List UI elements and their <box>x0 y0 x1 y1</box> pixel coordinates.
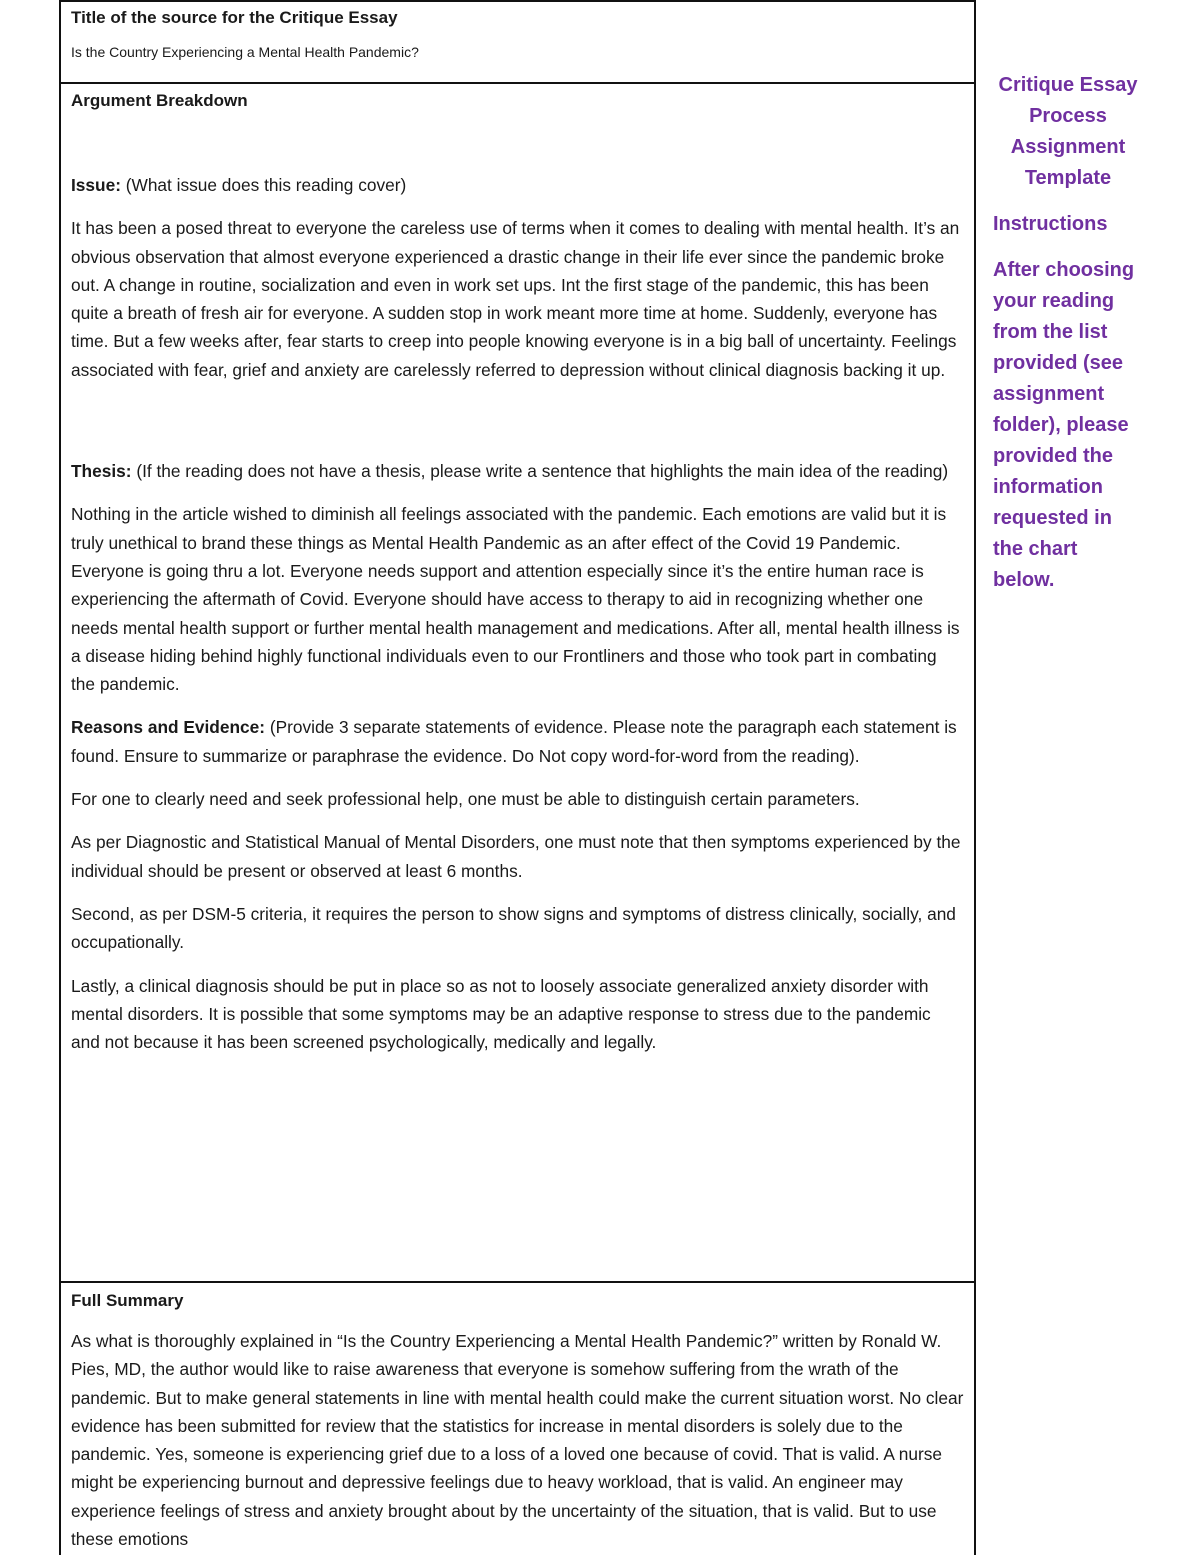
issue-heading <box>71 171 964 199</box>
issue-prompt: (What issue does this reading cover) <box>120 175 407 195</box>
full-summary-header: Full Summary <box>71 1291 184 1310</box>
evidence-paragraph: Lastly, a clinical diagnosis should be put in place so as not to loosely associate generalized anxiety disorder with mental disorders. It is possible that some symptoms may be an adaptive response to stress due to the pandemic and not because it has been screened psychologically, medically and legally. <box>71 975 931 1053</box>
thesis-prompt: (If the reading does not have a thesis, please write a sentence that highlights the main idea of the reading) <box>131 461 949 482</box>
evidence-paragraph: As per Diagnostic and Statistical Manual of Mental Disorders, one must note that then symptoms experienced by the individual should be present or observed at least 6 months. <box>71 832 961 881</box>
critique-template-table <box>59 0 976 1555</box>
evidence-paragraph: For one to clearly need and seek professional help, one must be able to distinguish certain parameters. <box>71 789 860 810</box>
source-title-value: Is the Country Experiencing a Mental Health Pandemic? <box>71 44 419 60</box>
issue-label: Issue: <box>71 175 121 195</box>
argument-breakdown-cell <box>61 84 974 1283</box>
source-title-cell <box>61 0 974 84</box>
full-summary-cell <box>61 1283 974 1555</box>
issue-text: It has been a posed threat to everyone the careless use of terms when it comes to dealing with mental health. It’s an obvious observation that almost everyone experienced a drastic change in their life ever since the pandemic broke out. A change in routine, socialization and even in work set ups. Int the first stage of the pandemic, this has been quite a breath of fresh air for everyone. A sudden stop in work meant more time at home. Suddenly, everyone has time. But a few weeks after, fear starts to creep into people knowing everyone is in a big ball of uncertainty. Feelings associated with fear, grief and anxiety are carelessly referred to depression without clinical diagnosis backing it up. <box>71 218 960 380</box>
thesis-label: Thesis: <box>71 461 132 482</box>
instructions-label: Instructions <box>993 213 1108 235</box>
reasons-heading <box>71 713 964 770</box>
instructions-text: After choosing your reading from the list provided (see assignment folder), please provided the information requested in the chart below. <box>993 259 1135 591</box>
reasons-prompt: (Provide 3 separate statements of evidence. Please note the paragraph each statement is found. Ensure to summarize or paraphrase the evidence. Do Not copy word-for-word from the reading). <box>71 717 957 766</box>
thesis-text: Nothing in the article wished to diminish all feelings associated with the pandemic. Each emotions are valid but it is truly unethical to brand these things as Mental Health Pandemic as an after effect of the Covid 19 Pandemic. Everyone is going thru a lot. Everyone needs support and attention especially since it’s the entire human race is experiencing the aftermath of Covid. Everyone should have access to therapy to aid in recognizing whether one needs mental health support or further mental health management and medications. After all, mental health illness is a disease hiding behind highly functional individuals even to our Frontliners and those who took part in combating the pandemic. <box>71 504 960 695</box>
instructions-sidebar <box>993 70 1143 611</box>
evidence-paragraph: Second, as per DSM-5 criteria, it requires the person to show signs and symptoms of distress clinically, socially, and occupationally. <box>71 903 956 953</box>
argument-breakdown-header: Argument Breakdown <box>71 91 248 110</box>
full-summary-text: As what is thoroughly explained in “Is the Country Experiencing a Mental Health Pandemic?” written by Ronald W. Pies, MD, the author would like to raise awareness that everyone is somehow suffering from the wrath of the pandemic. But to make general statements in line with mental health could make the current situation worst. No clear evidence has been submitted for review that the statistics for increase in mental disorders is solely due to the pandemic. Yes, someone is experiencing grief due to a loss of a loved one because of covid. That is valid. A nurse might be experiencing burnout and depressive feelings due to heavy workload, that is valid. An engineer may experience feelings of stress and anxiety brought about by the uncertainty of the situation, that is valid. But to use these emotions <box>71 1331 964 1550</box>
sidebar-title: Critique Essay Process Assignment Template <box>998 74 1138 189</box>
thesis-heading <box>71 457 964 485</box>
reasons-label: Reasons and Evidence: <box>71 717 266 738</box>
source-title-header: Title of the source for the Critique Essay <box>71 8 398 27</box>
